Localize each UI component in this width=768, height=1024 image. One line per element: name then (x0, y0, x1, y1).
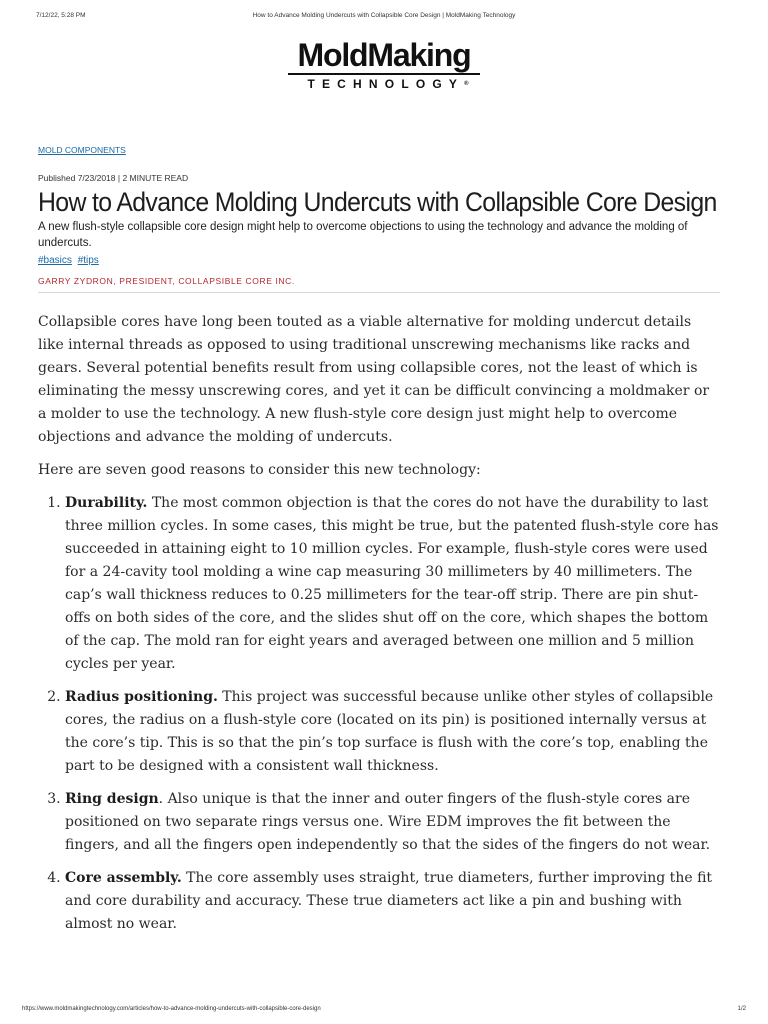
print-footer (22, 1006, 746, 1016)
list-item-text: The most common objection is that the cores do not have the durability to last three million cycles. In some cases, this might be true, but the patented flush-style core has succeeded in attaining eight to 10 million cycles. For example, flush-style cores were used for a 24-cavity tool molding a wine cap measuring 30 millimeters by 40 millimeters. The cap’s wall thickness reduces to 0.25 millimeters for the tear-off strip. There are pin shut-offs on both sides of the core, and the slides shut off on the core, which shapes the bottom of the cap. The mold ran for eight years and averaged between one million and 5 million cycles per year. (65, 495, 719, 672)
article-author: GARRY ZYDRON, PRESIDENT, COLLAPSIBLE CORE INC. (38, 276, 720, 293)
list-item-term: Radius positioning. (65, 689, 218, 705)
article-meta: Published 7/23/2018 | 2 MINUTE READ (38, 173, 189, 183)
article-title: How to Advance Molding Undercuts with Collapsible Core Design (38, 187, 717, 217)
print-url: https://www.moldmakingtechnology.com/articles/how-to-advance-molding-undercuts-with-collapsible-core-design (22, 1006, 321, 1012)
list-item (65, 686, 720, 778)
reasons-list (38, 492, 720, 936)
logo-wordmark-top: MoldMaking (297, 37, 471, 73)
list-item-term: Core assembly. (65, 870, 182, 886)
list-item-term: Durability. (65, 495, 148, 511)
tag-tips[interactable]: #tips (77, 255, 99, 266)
article-body (38, 311, 720, 936)
print-page-number: 1/2 (737, 1006, 746, 1012)
list-item-text: This project was successful because unlike other styles of collapsible cores, the radius on a flush-style core (located on its pin) is positioned internally versus at the core’s tip. This is so that the pin’s top surface is flush with the core’s top, enabling the part to be designed with a consistent wall thickness. (65, 689, 714, 774)
category-link[interactable]: MOLD COMPONENTS (38, 145, 126, 155)
print-page-title: How to Advance Molding Undercuts with Collapsible Core Design | MoldMaking Technology (252, 12, 516, 19)
tag-basics[interactable]: #basics (38, 255, 72, 266)
tag-list (38, 254, 720, 267)
print-date: 7/12/22, 5:28 PM (36, 12, 86, 19)
site-logo[interactable] (0, 38, 768, 91)
lead-in-paragraph: Here are seven good reasons to consider this new technology: (38, 462, 481, 478)
article-deck: A new flush-style collapsible core design might help to overcome objections to using the technology and advance the molding of undercuts. (38, 221, 688, 249)
article (38, 140, 720, 946)
print-header (36, 12, 732, 22)
logo-wordmark-bottom (0, 77, 768, 91)
logo-divider (288, 73, 480, 75)
list-item (65, 492, 720, 676)
logo-wordmark-bottom-text: TECHNOLOGY (307, 77, 465, 91)
list-item (65, 867, 720, 936)
list-item-term: Ring design (65, 791, 159, 807)
list-item-text: . Also unique is that the inner and outer fingers of the flush-style cores are positioned on two separate rings versus one. Wire EDM improves the fit between the fingers, and all the fingers open independently so that the sides of the fingers do not wear. (65, 791, 711, 853)
list-item-text: The core assembly uses straight, true diameters, further improving the fit and core durability and accuracy. These true diameters act like a pin and bushing with almost no wear. (65, 870, 713, 932)
list-item (65, 788, 720, 857)
intro-paragraph: Collapsible cores have long been touted as a viable alternative for molding undercut details like internal threads as opposed to using traditional unscrewing mechanisms like racks and gears. Several potential benefits result from using collapsible cores, not the least of which is eliminating the messy unscrewing cores, and yet it can be difficult convincing a moldmaker or a molder to use the technology. A new flush-style core design just might help to overcome objections and advance the molding of undercuts. (38, 314, 710, 445)
registered-mark: ® (464, 81, 469, 87)
